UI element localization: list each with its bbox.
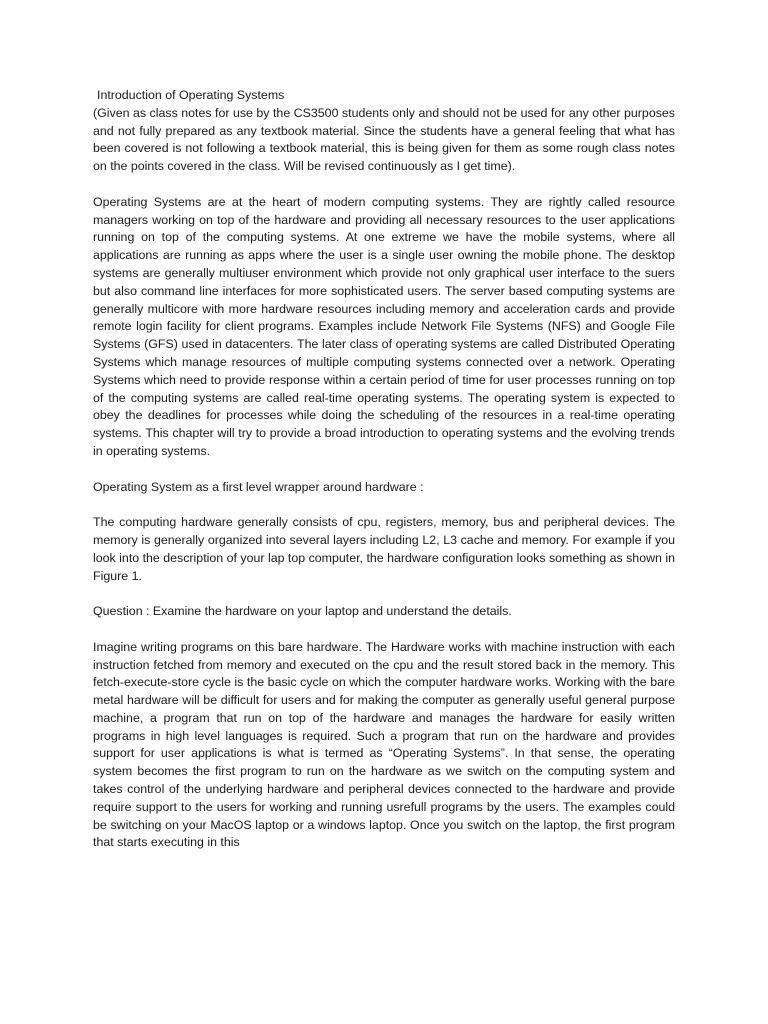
- section-heading: Operating System as a first level wrapper around hardware :: [93, 479, 424, 494]
- intro-paragraph: Operating Systems are at the heart of modern computing systems. They are rightly called resource managers working on top of the hardware and providing all necessary resources to the user applications running on top of the computing systems. At one extreme we have the mobile systems, where all applications are running as apps where the user is a single user owning the mobile phone. The desktop systems are generally multiuser environment which provide not only graphical user interface to the suers but also command line interfaces for more sophisticated users. The server based computing systems are generally multicore with more hardware resources including memory and acceleration cards and provide remote login facility for client programs. Examples include Network File Systems (NFS) and Google File Systems (GFS) used in datacenters. The later class of operating systems are called Distributed Operating Systems which manage resources of multiple computing systems connected over a network. Operating Systems which need to provide response within a certain period of time for user processes running on top of the computing systems are called real-time operating systems. The operating system is expected to obey the deadlines for processes while doing the scheduling of the resources in a real-time operating systems. This chapter will try to provide a broad introduction to operating systems and the evolving trends in operating systems.: [93, 194, 675, 458]
- hardware-paragraph: The computing hardware generally consists of cpu, registers, memory, bus and peripheral devices. The memory is generally organized into several layers including L2, L3 cache and memory. For example if you look into the description of your lap top computer, the hardware configuration looks something as shown in Figure 1.: [93, 515, 676, 583]
- document-page: [93, 87, 675, 852]
- question-paragraph: Question : Examine the hardware on your laptop and understand the details.: [93, 604, 512, 619]
- bare-hardware-paragraph: Imagine writing programs on this bare hardware. The Hardware works with machine instruction with each instruction fetched from memory and executed on the cpu and the result stored back in the memory. This fetch-execute-store cycle is the basic cycle on which the computer hardware works. Working with the bare metal hardware will be difficult for users and for making the computer as generally useful general purpose machine, a program that run on top of the hardware and manages the hardware for easily written programs in high level languages is required. Such a program that run on the hardware and provides support for user applications is what is termed as “Operating Systems”. In that sense, the operating system becomes the first program to run on the hardware as we switch on the computing system and takes control of the underlying hardware and peripheral devices connected to the hardware and provide require support to the users for working and running usrefull programs by the users. The examples could be switching on your MacOS laptop or a windows laptop. Once you switch on the laptop, the first program that starts executing in this: [93, 639, 675, 850]
- disclaimer-paragraph: (Given as class notes for use by the CS3500 students only and should not be used for any other purposes and not fully prepared as any textbook material. Since the students have a general feeling that what has been covered is not following a textbook material, this is being given for them as some rough class notes on the points covered in the class. Will be revised continuously as I get time).: [93, 105, 675, 174]
- document-title: Introduction of Operating Systems: [97, 88, 285, 102]
